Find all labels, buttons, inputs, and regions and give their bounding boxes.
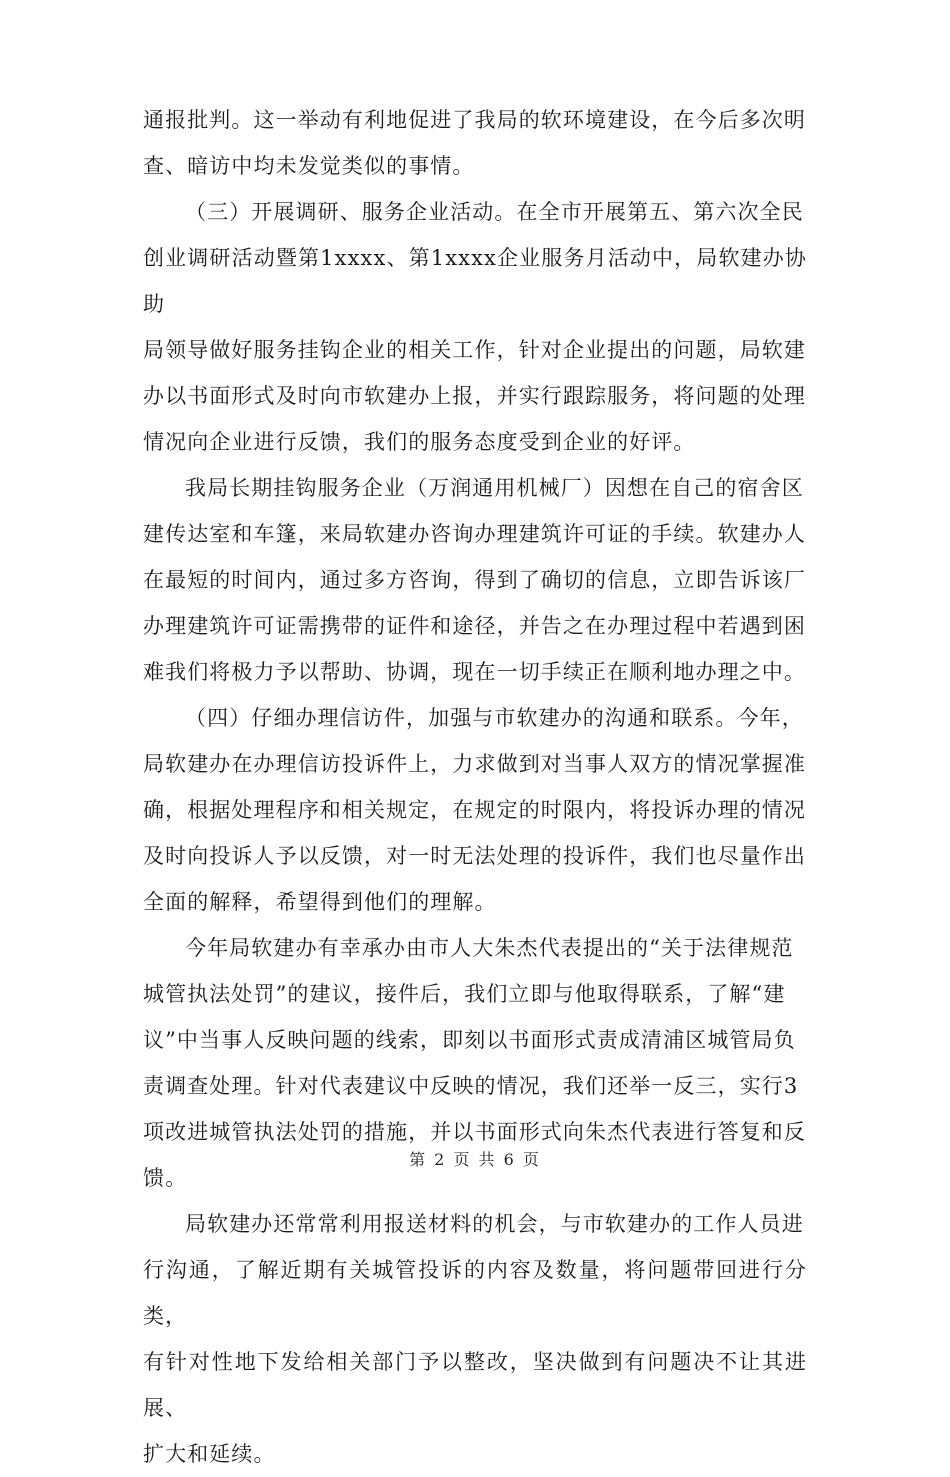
- page-number-footer: 第 2 页 共 6 页: [409, 1150, 541, 1169]
- paragraph-4: （四）仔细办理信访件，加强与市软建办的沟通和联系。今年， 局软建办在办理信访投诉件上，力求做到对当事人双方的情况掌握准 确，根据处理程序和相关规定，在规定的时限内，将投诉办理的情况 及时向投诉人予以反馈，对一时无法处理的投诉件，我们也尽量作出 全面的解释，希望得到他们的理解。: [143, 706, 806, 914]
- document-body: [143, 97, 807, 1477]
- paragraph-6: 局软建办还常常利用报送材料的机会，与市软建办的工作人员进 行沟通，了解近期有关城管投诉的内容及数量，将问题带回进行分类， 有针对性地下发给相关部门予以整改，坚决做到有问题决不让其进展、 扩大和延续。: [143, 1212, 807, 1466]
- paragraph-3: 我局长期挂钩服务企业（万润通用机械厂）因想在自己的宿舍区 建传达室和车篷，来局软建办咨询办理建筑许可证的手续。软建办人 在最短的时间内，通过多方咨询，得到了确切的信息，立即告诉该厂 办理建筑许可证需携带的证件和途径，并告之在办理过程中若遇到困 难我们将极力予以帮助、协调，现在一切手续正在顺利地办理之中。: [143, 476, 806, 684]
- paragraph-2: （三）开展调研、服务企业活动。在全市开展第五、第六次全民 创业调研活动暨第1xxxx、第1xxxx企业服务月活动中，局软建办协助 局领导做好服务挂钩企业的相关工作，针对企业提出的问题，局软建 办以书面形式及时向市软建办上报，并实行跟踪服务，将问题的处理 情况向企业进行反馈，我们的服务态度受到企业的好评。: [143, 200, 807, 454]
- paragraph-5: 今年局软建办有幸承办由市人大朱杰代表提出的“关于法律规范 城管执法处罚”的建议，接件后，我们立即与他取得联系，了解“建 议”中当事人反映问题的线索，即刻以书面形式责成清浦区城管局负 责调查处理。针对代表建议中反映的情况，我们还举一反三，实行3 项改进城管执法处罚的措施，并以书面形式向朱杰代表进行答复和反 馈。: [143, 936, 806, 1190]
- paragraph-1: 通报批判。这一举动有利地促进了我局的软环境建设，在今后多次明 查、暗访中均未发觉类似的事情。: [143, 108, 806, 178]
